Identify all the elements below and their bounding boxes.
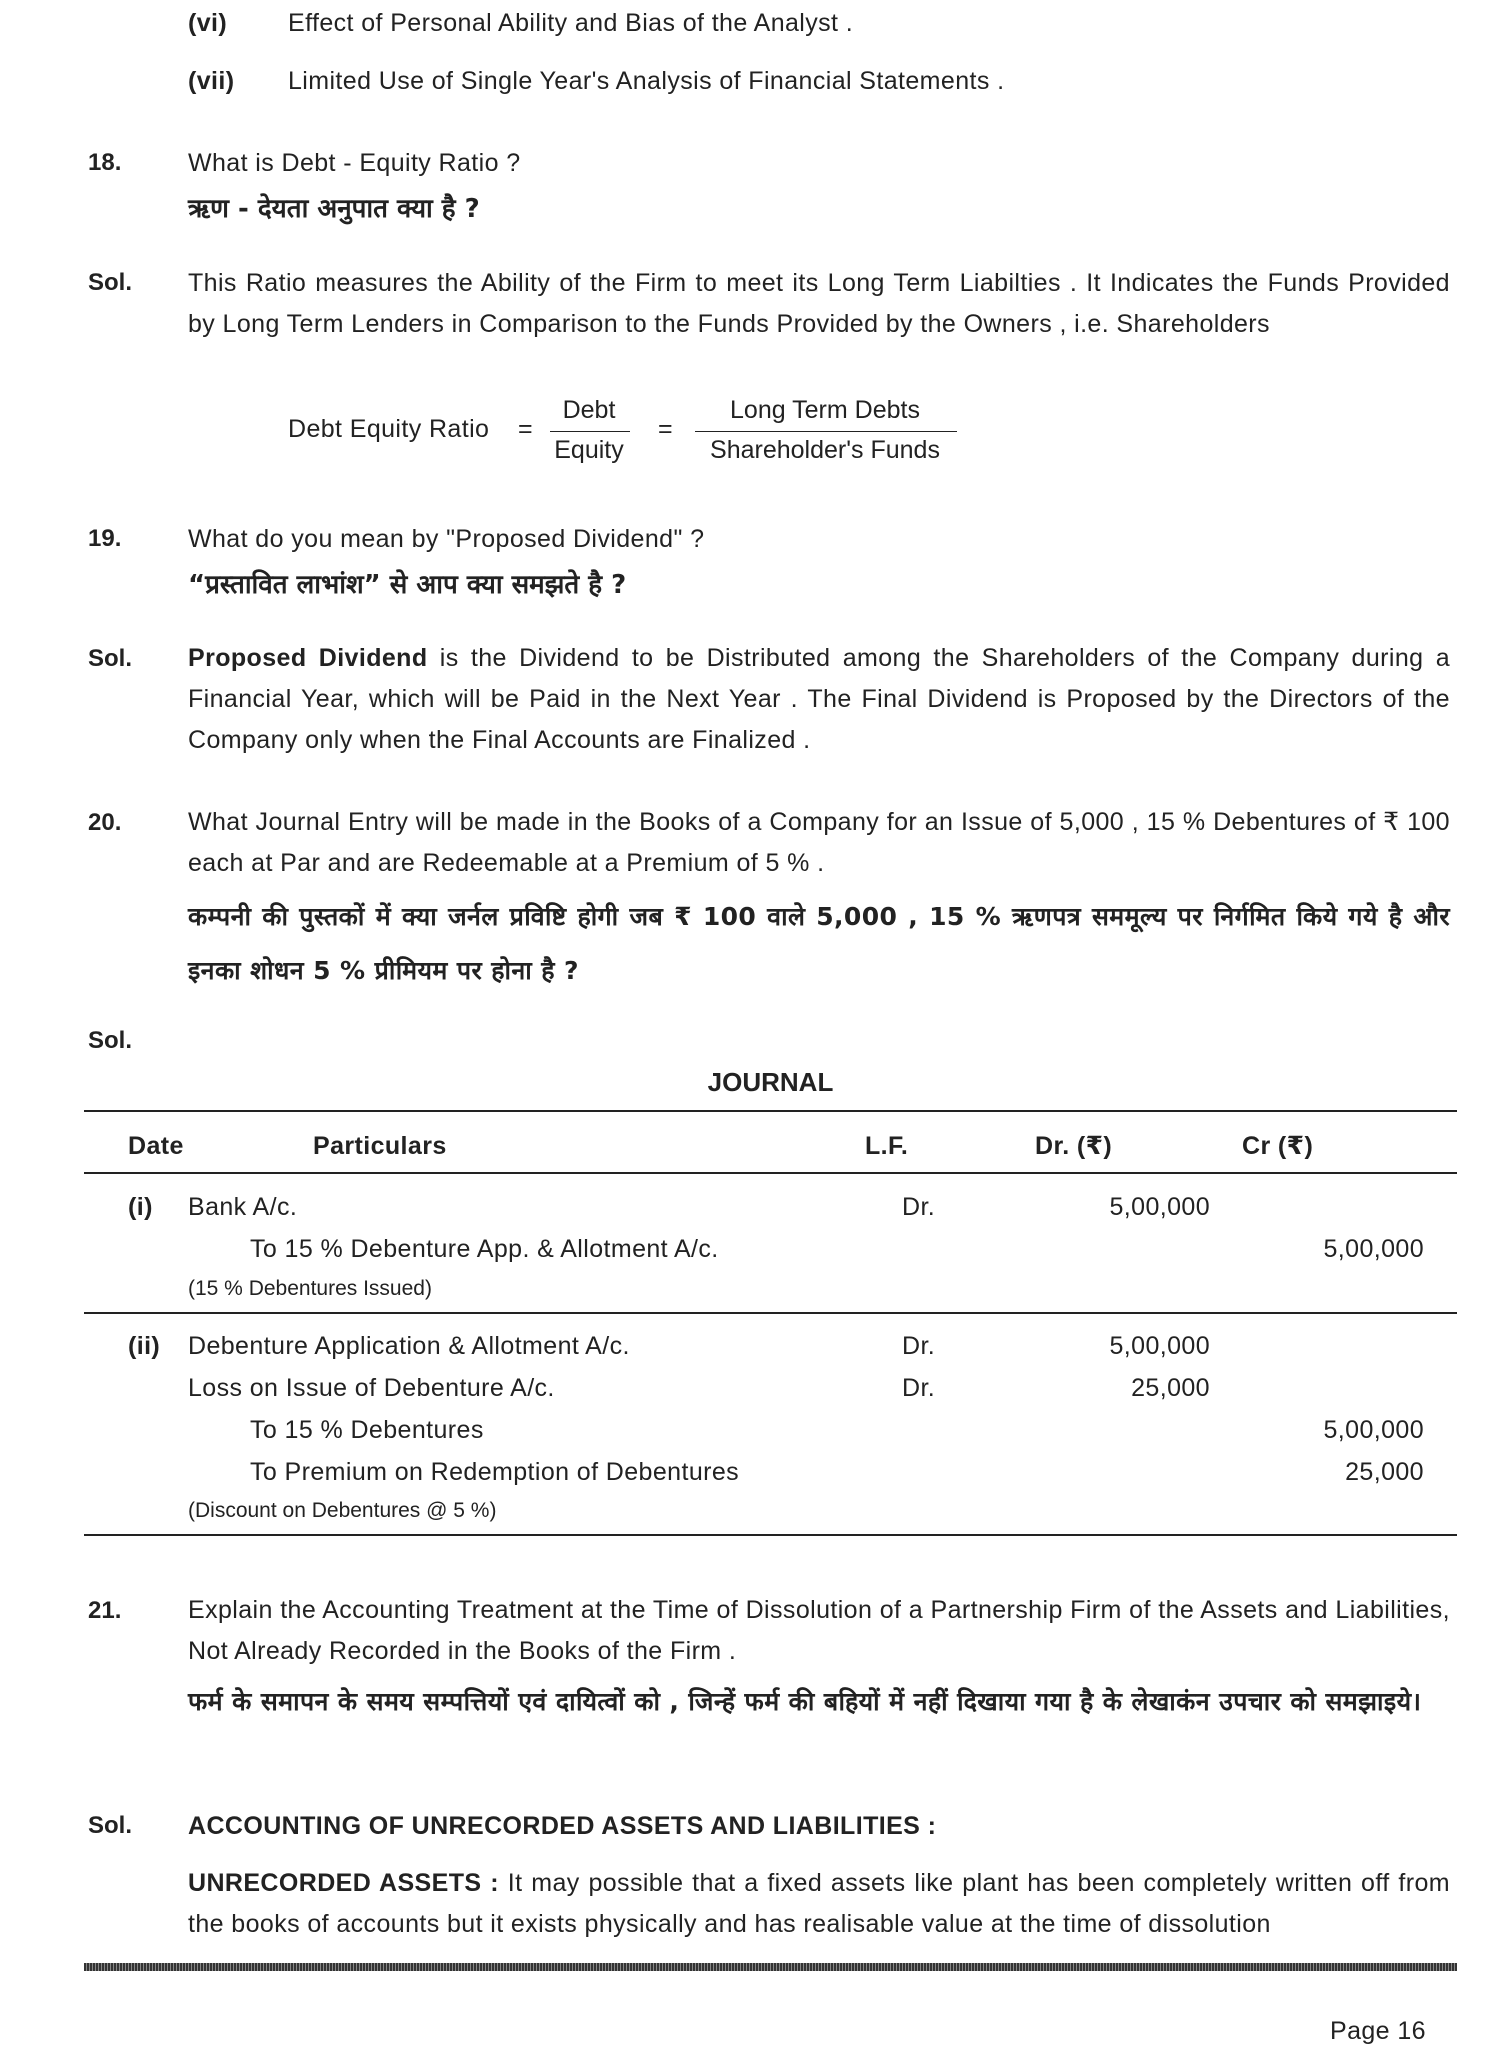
question-text: What Journal Entry will be made in the Books of a Company for an Issue of 5,000 , 15 % Debentures of ₹ 100 each at Par and are Redeemable at a Premium of 5 % . <box>188 808 1450 877</box>
answer-text: is the Dividend to be Distributed among the Shareholders of the Company during a Financial Year, which will be Paid in the Next Year . The Final Dividend is Proposed by the Directors of the Company only when the Final Accounts are Finalized . <box>188 644 1450 754</box>
item-number: (vi) <box>188 9 228 37</box>
question-number: 20. <box>88 809 122 836</box>
question-hindi: ऋण - देयता अनुपात क्या है ? <box>188 194 480 224</box>
sol-label: Sol. <box>88 1812 133 1839</box>
fraction-bar <box>550 431 630 432</box>
answer-text: This Ratio measures the Ability of the Firm to meet its Long Term Liabilties . It Indicates the Funds Provided by Long Term Lenders in Comparison to the Funds Provided by the Owners , i.e. Shareholders <box>188 269 1450 338</box>
sol-label: Sol. <box>88 1027 133 1054</box>
sol-label: Sol. <box>88 645 133 672</box>
item-number: (vii) <box>188 67 235 95</box>
col-header-cr: Cr (₹) <box>1242 1132 1314 1160</box>
answer-text: It may possible that a fixed assets like plant has been completely written off from the books of accounts but it exists physically and has realisable value at the time of dissolution <box>188 1869 1450 1938</box>
entry-particulars: To 15 % Debentures <box>250 1416 484 1444</box>
entry-particulars: To Premium on Redemption of Debentures <box>250 1458 740 1486</box>
question-number: 21. <box>88 1597 122 1624</box>
question-text: What do you mean by "Proposed Dividend" ? <box>188 525 705 553</box>
question-hindi: “प्रस्तावित लाभांश” से आप क्या समझते है ? <box>188 570 627 600</box>
entry-date: (i) <box>128 1193 153 1221</box>
sol-label: Sol. <box>88 269 133 296</box>
entry-lf: Dr. <box>902 1374 936 1402</box>
answer-bold-term: Proposed Dividend <box>188 644 428 672</box>
entry-dr: 5,00,000 <box>1109 1332 1210 1360</box>
entry-lf: Dr. <box>902 1332 936 1360</box>
table-rule <box>84 1312 1457 1314</box>
table-rule <box>84 1534 1457 1536</box>
entry-cr: 5,00,000 <box>1323 1416 1424 1444</box>
question-text: Explain the Accounting Treatment at the Time of Dissolution of a Partnership Firm of the Assets and Liabilities, Not Already Recorded in the Books of the Firm . <box>188 1596 1450 1665</box>
entry-narration: (15 % Debentures Issued) <box>188 1277 432 1300</box>
section-heading: ACCOUNTING OF UNRECORDED ASSETS AND LIABILITIES : <box>188 1812 937 1840</box>
table-rule <box>84 1172 1457 1174</box>
formula-label: Debt Equity Ratio <box>288 415 490 443</box>
item-text: Limited Use of Single Year's Analysis of Financial Statements . <box>288 67 1005 95</box>
question-hindi: कम्पनी की पुस्तकों में क्या जर्नल प्रविष्टि होगी जब ₹ 100 वाले 5,000 , 15 % ऋणपत्र सममूल्य पर निर्गमित किये गये है और इनका शोधन 5 % प्रीमियम पर होना है ? <box>188 902 1450 985</box>
table-rule <box>84 1110 1457 1112</box>
question-number: 18. <box>88 149 122 176</box>
fraction-numerator: Long Term Debts <box>730 396 920 424</box>
entry-dr: 5,00,000 <box>1109 1193 1210 1221</box>
col-header-particulars: Particulars <box>313 1132 447 1160</box>
entry-particulars: To 15 % Debenture App. & Allotment A/c. <box>250 1235 719 1263</box>
answer-paragraph <box>188 1863 1450 1945</box>
formula-equals: = <box>518 415 533 443</box>
fraction-bar <box>695 431 957 432</box>
fraction-denominator: Shareholder's Funds <box>710 436 940 464</box>
page-number: Page 16 <box>1330 2017 1426 2045</box>
answer-paragraph <box>188 638 1450 761</box>
entry-dr: 25,000 <box>1131 1374 1210 1402</box>
footer-rule <box>84 1963 1457 1971</box>
col-header-dr: Dr. (₹) <box>1035 1132 1113 1160</box>
entry-narration: (Discount on Debentures @ 5 %) <box>188 1499 497 1522</box>
question-number: 19. <box>88 525 122 552</box>
entry-particulars: Loss on Issue of Debenture A/c. <box>188 1374 555 1402</box>
entry-lf: Dr. <box>902 1193 936 1221</box>
formula-equals: = <box>658 415 673 443</box>
journal-title: JOURNAL <box>707 1067 834 1097</box>
entry-cr: 25,000 <box>1345 1458 1424 1486</box>
col-header-lf: L.F. <box>865 1132 909 1160</box>
fraction-denominator: Equity <box>554 436 624 464</box>
answer-bold-term: UNRECORDED ASSETS : <box>188 1869 499 1897</box>
entry-date: (ii) <box>128 1332 161 1360</box>
entry-cr: 5,00,000 <box>1323 1235 1424 1263</box>
col-header-date: Date <box>128 1132 184 1160</box>
fraction-numerator: Debt <box>562 396 616 424</box>
entry-particulars: Bank A/c. <box>188 1193 298 1221</box>
entry-particulars: Debenture Application & Allotment A/c. <box>188 1332 630 1360</box>
question-hindi: फर्म के समापन के समय सम्पत्तियों एवं दायित्वों को , जिन्हें फर्म की बहियों में नहीं दिखाया गया है के लेखाकंन उपचार को समझाइये। <box>188 1687 1422 1716</box>
question-text: What is Debt - Equity Ratio ? <box>188 149 521 177</box>
item-text: Effect of Personal Ability and Bias of the Analyst . <box>288 9 854 37</box>
